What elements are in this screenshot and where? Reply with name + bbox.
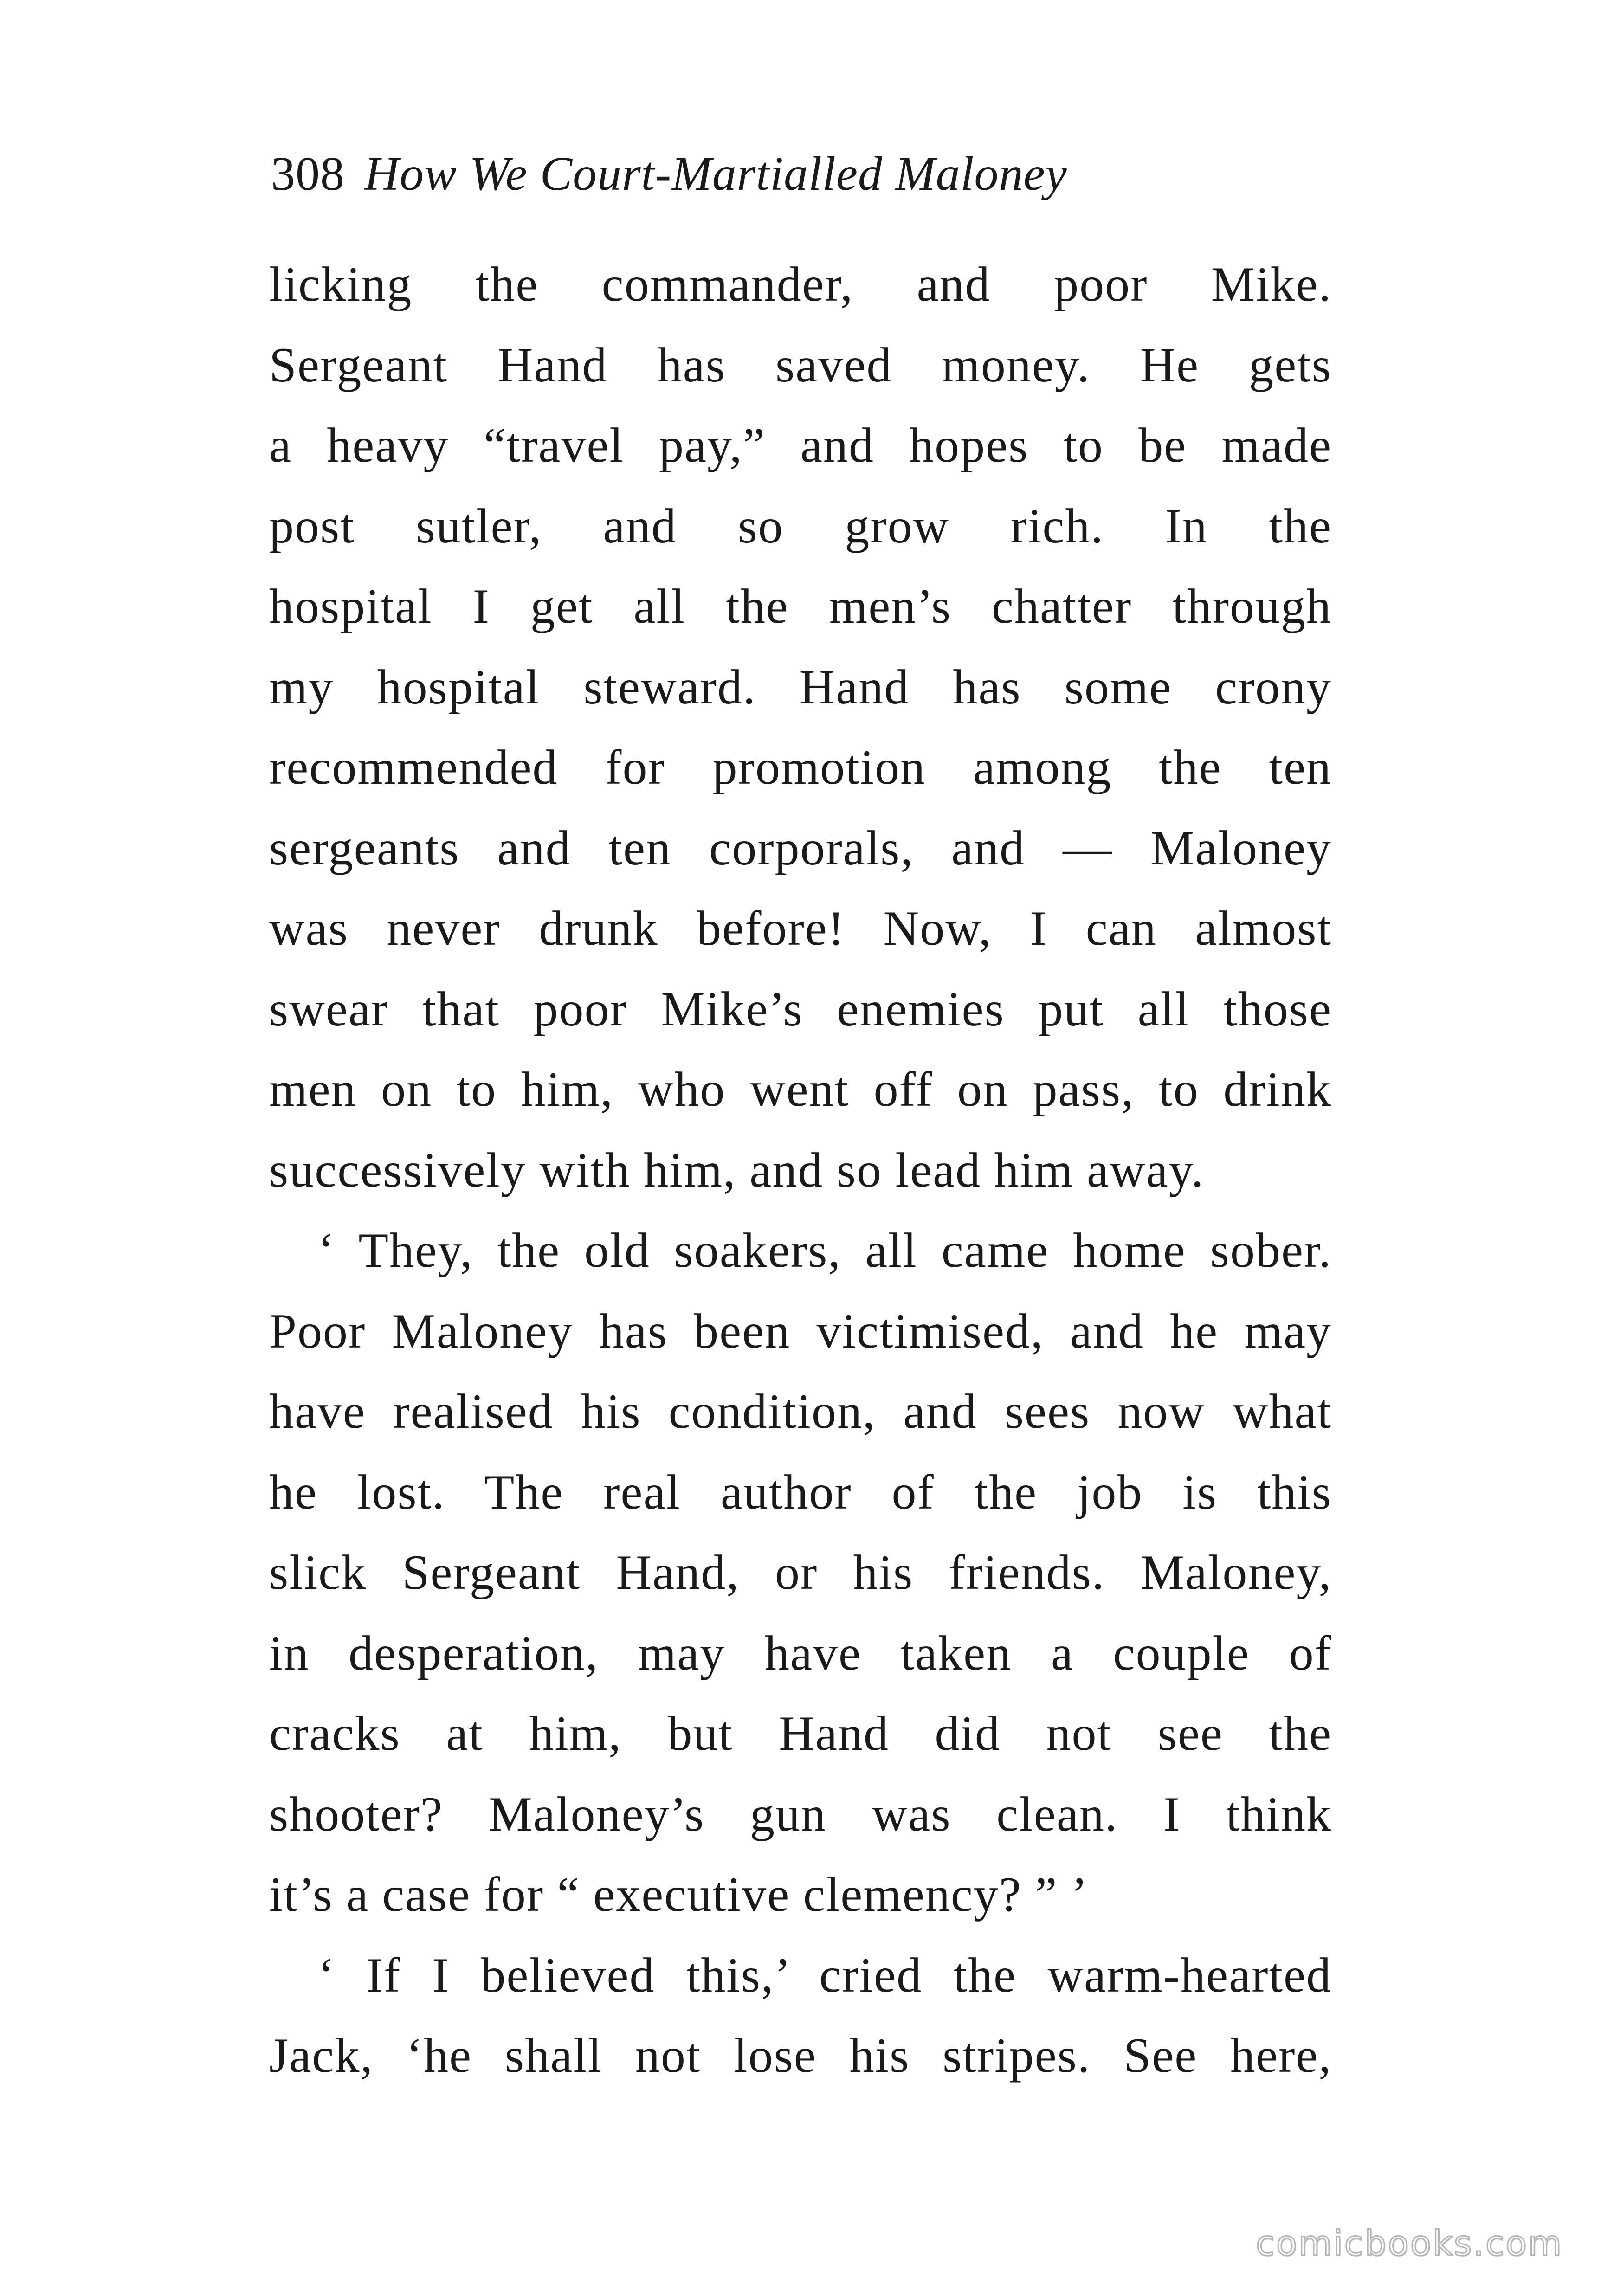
text-line: successively with him, and so lead him away.	[269, 1142, 1205, 1197]
text-line: he lost. The real author of the job is this	[269, 1464, 1332, 1519]
running-title: How We Court-Martialled Maloney	[364, 147, 1067, 200]
text-line: post sutler, and so grow rich. In the	[269, 498, 1332, 553]
text-line: ‘ They, the old soakers, all came home sober.	[318, 1223, 1332, 1277]
watermark-logo: comicbooks.com	[1256, 2224, 1563, 2264]
text-line: swear that poor Mike’s enemies put all those	[269, 981, 1332, 1036]
text-line: Sergeant Hand has saved money. He gets	[269, 337, 1332, 392]
text-line: Poor Maloney has been victimised, and he may	[269, 1303, 1332, 1358]
page-number: 308	[271, 147, 345, 200]
paragraph	[269, 244, 1332, 1210]
text-line: in desperation, may have taken a couple of	[269, 1625, 1332, 1680]
text-line: men on to him, who went off on pass, to drink	[269, 1062, 1332, 1116]
text-line: my hospital steward. Hand has some crony	[269, 659, 1332, 714]
text-line: slick Sergeant Hand, or his friends. Maloney,	[269, 1545, 1332, 1599]
text-line: a heavy “travel pay,” and hopes to be made	[269, 418, 1332, 472]
running-head	[271, 139, 1338, 209]
text-line: sergeants and ten corporals, and — Maloney	[269, 820, 1332, 875]
text-line: shooter? Maloney’s gun was clean. I think	[269, 1786, 1332, 1841]
text-line: cracks at him, but Hand did not see the	[269, 1706, 1332, 1761]
body-text	[269, 244, 1332, 2096]
text-line: hospital I get all the men’s chatter through	[269, 579, 1332, 633]
text-line: Jack, ‘he shall not lose his stripes. See here,	[269, 2028, 1332, 2083]
text-line: recommended for promotion among the ten	[269, 740, 1332, 794]
text-line: have realised his condition, and sees now what	[269, 1384, 1332, 1438]
text-line: was never drunk before! Now, I can almost	[269, 901, 1332, 955]
text-line: ‘ If I believed this,’ cried the warm-hearted	[318, 1948, 1332, 2002]
paragraph	[269, 1935, 1332, 2096]
text-line: licking the commander, and poor Mike.	[269, 257, 1332, 311]
text-line: it’s a case for “ executive clemency? ” ’	[269, 1867, 1089, 1922]
paragraph	[269, 1210, 1332, 1935]
